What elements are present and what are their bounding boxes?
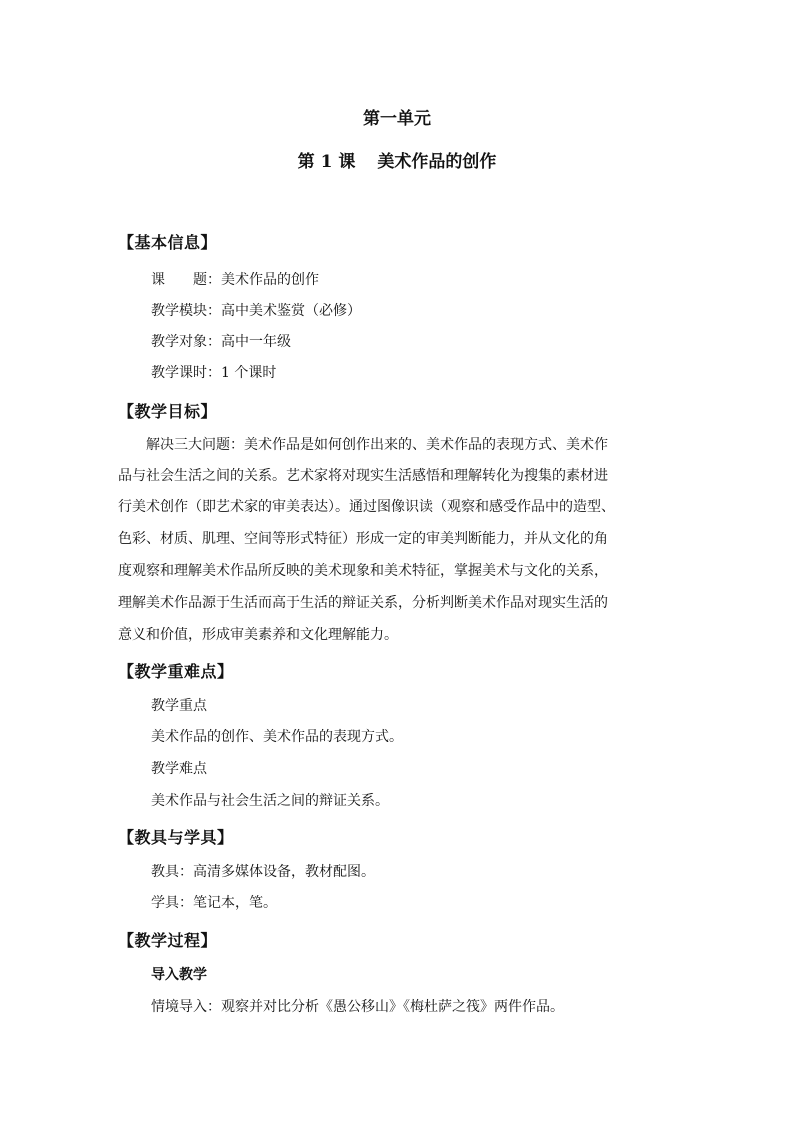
difficulty-text: 美术作品与社会生活之间的辩证关系。 [151, 793, 389, 809]
unit-title: 第一单元 [363, 109, 431, 129]
goals-line: 品与社会生活之间的关系。艺术家将对现实生活感悟和理解转化为搜集的素材进 [118, 468, 608, 484]
tools-heading: 【教具与学具】 [118, 828, 234, 847]
module-value: 高中美术鉴赏（必修） [221, 303, 361, 319]
basic-info-heading: 【基本信息】 [118, 233, 218, 252]
process-heading: 【教学过程】 [118, 931, 218, 950]
topic-label: 课 题： [151, 272, 221, 288]
difficulty-label: 教学难点 [151, 761, 207, 777]
module-label: 教学模块： [151, 303, 221, 319]
intro-label: 导入教学 [151, 967, 207, 983]
teacher-tools: 教具：高清多媒体设备，教材配图。 [151, 864, 375, 880]
hours-value: 1 个课时 [221, 365, 277, 381]
goals-line: 解决三大问题：美术作品是如何创作出来的、美术作品的表现方式、美术作 [118, 437, 608, 453]
key-points-heading: 【教学重难点】 [118, 662, 234, 681]
lesson-number: 第 1 课 [297, 152, 356, 172]
audience-row [151, 331, 291, 351]
hours-label: 教学课时： [151, 365, 221, 381]
topic-row [151, 269, 319, 289]
focus-text: 美术作品的创作、美术作品的表现方式。 [151, 729, 403, 745]
goals-line: 理解美术作品源于生活而高于生活的辩证关系，分析判断美术作品对现实生活的 [118, 595, 608, 611]
intro-text: 情境导入：观察并对比分析《愚公移山》《梅杜萨之筏》两件作品。 [151, 999, 564, 1015]
topic-value: 美术作品的创作 [221, 272, 319, 288]
lesson-title [0, 147, 794, 172]
audience-value: 高中一年级 [221, 334, 291, 350]
goals-line: 意义和价值，形成审美素养和文化理解能力。 [118, 627, 398, 643]
goals-line: 色彩、材质、肌理、空间等形式特征）形成一定的审美判断能力，并从文化的角 [118, 531, 608, 547]
student-tools: 学具：笔记本，笔。 [151, 895, 277, 911]
focus-label: 教学重点 [151, 698, 207, 714]
goals-line: 行美术创作（即艺术家的审美表达）。通过图像识读（观察和感受作品中的造型、 [118, 499, 615, 515]
audience-label: 教学对象： [151, 334, 221, 350]
module-row [151, 300, 361, 320]
lesson-name: 美术作品的创作 [377, 152, 497, 172]
hours-row [151, 362, 276, 382]
goals-heading: 【教学目标】 [118, 402, 218, 421]
goals-line: 度观察和理解美术作品所反映的美术现象和美术特征，掌握美术与文化的关系， [118, 563, 608, 579]
